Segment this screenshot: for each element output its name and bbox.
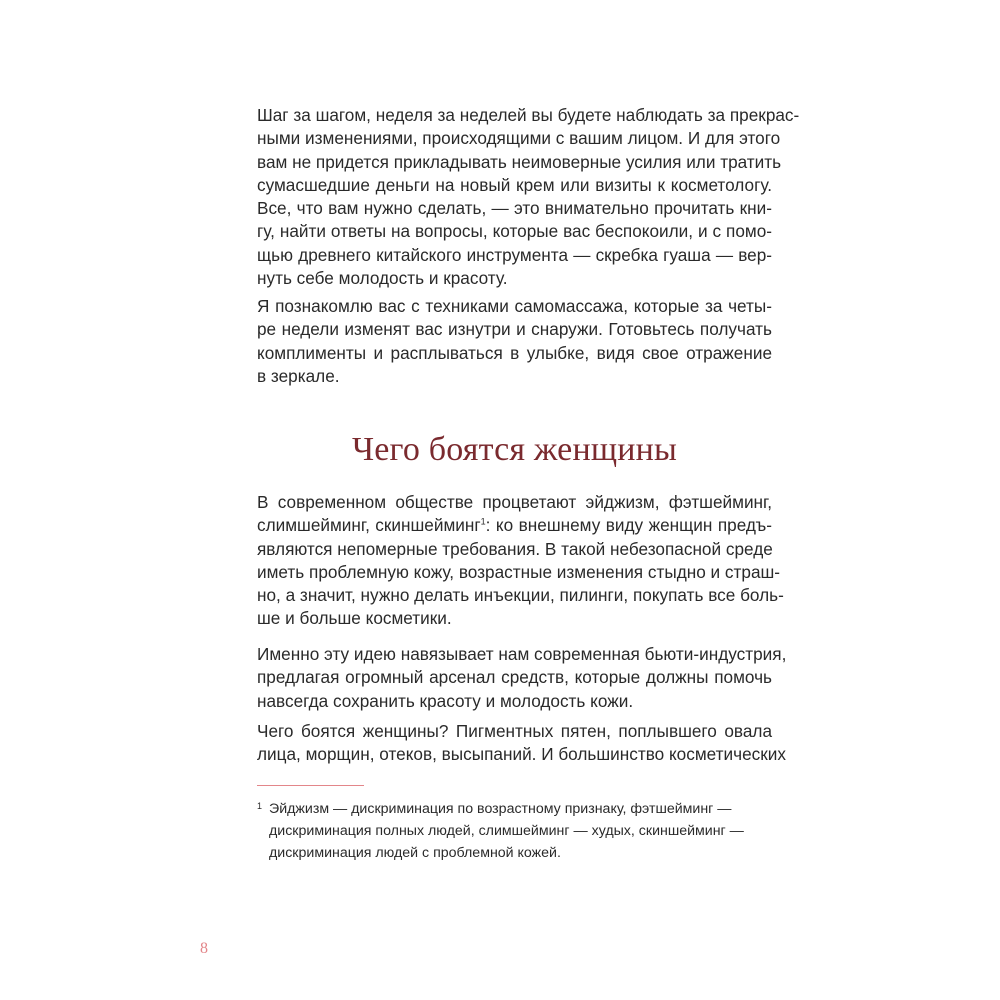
text-fragment: слимшейминг, скиншейминг — [257, 515, 481, 536]
paragraph-techniques — [257, 295, 772, 388]
text-line: гу, найти ответы на вопросы, которые вас беспокоили, и с помо- — [257, 221, 772, 242]
text-line: лица, морщин, отеков, высыпаний. И большинство косметических — [257, 744, 786, 765]
text-line: навсегда сохранить красоту и молодость кожи. — [257, 690, 634, 711]
text-line: Именно эту идею навязывает нам современная бьюти-индустрия, — [257, 644, 787, 664]
text-line: но, а значит, нужно делать инъекции, пилинги, покупать все боль- — [257, 585, 784, 606]
text-line: щью древнего китайского инструмента — скребка гуаша — вер- — [257, 244, 772, 265]
text-line: иметь проблемную кожу, возрастные изменения стыдно и страш- — [257, 561, 781, 582]
footnote-reference[interactable]: 1 — [480, 516, 486, 527]
footnote-line: дискриминация полных людей, слимшейминг — худых, скиншейминг — — [269, 823, 744, 839]
text-line: сумасшедшие деньги на новый крем или визиты к косметологу. — [257, 174, 772, 195]
text-line: вам не придется прикладывать неимоверные усилия или тратить — [257, 151, 782, 172]
text-line: комплименты и расплываться в улыбке, видя свое отражение — [257, 342, 772, 363]
text-line: Шаг за шагом, неделя за неделей вы будете наблюдать за прекрас- — [257, 105, 800, 125]
text-line: Все, что вам нужно сделать, — это внимательно прочитать кни- — [257, 198, 772, 219]
paragraph-fears — [257, 720, 786, 767]
text-line: Я познакомлю вас с техниками самомассажа, которые за четы- — [257, 296, 772, 316]
paragraph-society — [257, 491, 784, 631]
text-line: Чего боятся женщины? Пигментных пятен, поплывшего овала — [257, 721, 772, 741]
text-line: нуть себе молодость и красоту. — [257, 268, 508, 289]
page-number: 8 — [200, 940, 208, 957]
text-line: предлагая огромный арсенал средств, которые должны помочь — [257, 667, 772, 688]
paragraph-beauty-industry — [257, 643, 787, 713]
footnote-divider — [257, 785, 364, 786]
section-heading: Чего боятся женщины — [351, 431, 678, 468]
text-fragment: : ко внешнему виду женщин предъ- — [485, 515, 772, 536]
footnote-text: Эйджизм — дискриминация по возрастному признаку, фэтшейминг — — [269, 801, 732, 817]
text-line: ше и больше косметики. — [257, 608, 452, 629]
text-line: ре недели изменят вас изнутри и снаружи. Готовьтесь получать — [257, 319, 772, 340]
footnote-line — [257, 795, 772, 820]
text-line-with-footnote-ref — [257, 514, 772, 537]
footnote-marker: 1 — [257, 801, 263, 811]
text-line: ными изменениями, происходящими с вашим лицом. И для этого — [257, 128, 781, 149]
footnote-line: дискриминация людей с проблемной кожей. — [269, 845, 561, 861]
text-line: В современном обществе процветают эйджизм, фэтшейминг, — [257, 492, 772, 512]
paragraph-intro — [257, 104, 800, 290]
footnote — [257, 795, 772, 864]
text-line: являются непомерные требования. В такой небезопасной среде — [257, 538, 773, 559]
text-line: в зеркале. — [257, 365, 340, 386]
